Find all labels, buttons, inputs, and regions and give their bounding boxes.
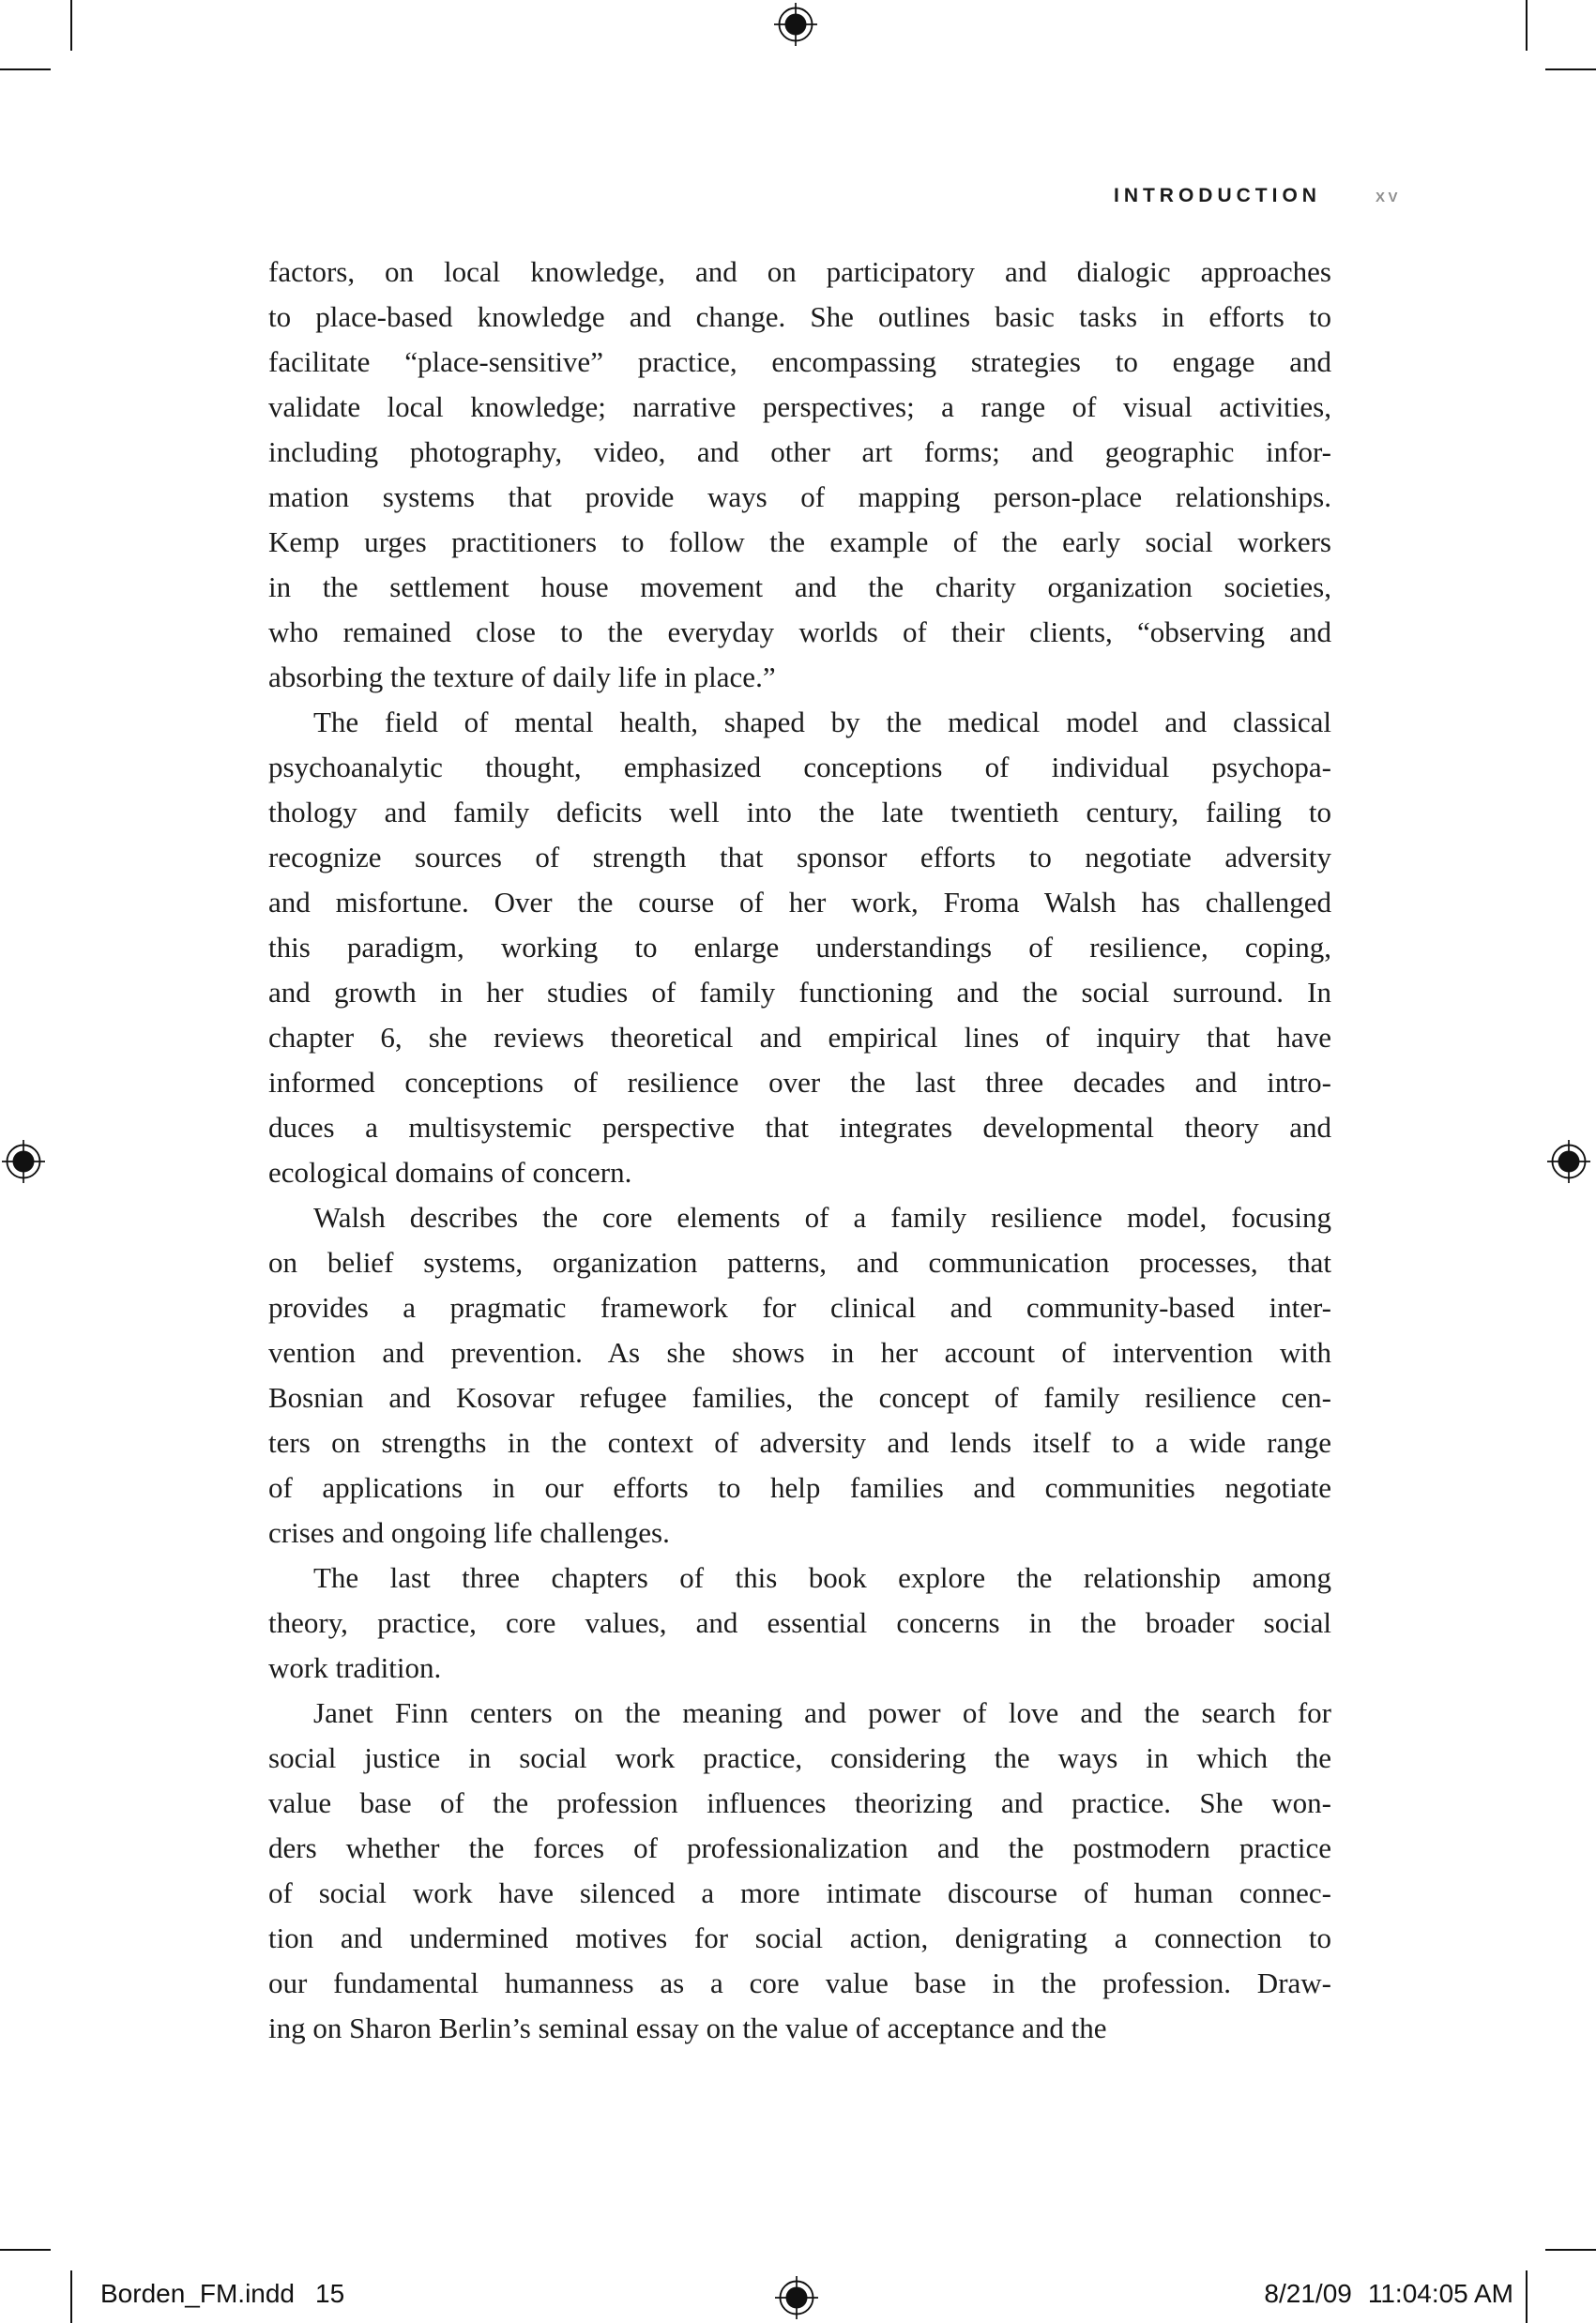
body-line: ders whether the forces of professionalization and the postmodern practice [268,1831,1331,1864]
body-line: chapter 6, she reviews theoretical and empirical lines of inquiry that have [268,1021,1331,1054]
footer-sheet-number: 15 [315,2279,345,2308]
body-line: recognize sources of strength that sponsor efforts to negotiate adversity [268,841,1331,873]
body-line: Walsh describes the core elements of a family resilience model, focusing [313,1201,1331,1234]
body-text [268,250,1331,2051]
body-line: ters on strengths in the context of adversity and lends itself to a wide range [268,1426,1331,1459]
body-line: on belief systems, organization patterns, and communication processes, that [268,1246,1331,1279]
body-line: including photography, video, and other art forms; and geographic infor- [268,435,1331,468]
footer-time: 11:04:05 AM [1367,2279,1513,2308]
crop-mark-top-right-vertical [1526,0,1528,51]
body-line: social justice in social work practice, considering the ways in which the [268,1741,1331,1774]
body-line: of applications in our efforts to help families and communities negotiate [268,1471,1331,1504]
body-line: our fundamental humanness as a core value base in the profession. Draw- [268,1966,1331,1999]
crop-mark-top-left-horizontal [0,68,51,70]
body-line: factors, on local knowledge, and on participatory and dialogic approaches [268,255,1331,288]
running-head [1114,185,1401,207]
page-number: XV [1375,190,1401,205]
body-line: mation systems that provide ways of mapping person-place relationships. [268,480,1331,513]
body-line: facilitate “place-sensitive” practice, encompassing strategies to engage and [268,345,1331,378]
body-line: The last three chapters of this book explore the relationship among [313,1561,1331,1594]
body-line: this paradigm, working to enlarge understandings of resilience, coping, [268,931,1331,964]
footer-slug-left [100,2279,344,2309]
body-line: work tradition. [268,1651,442,1684]
body-line: informed conceptions of resilience over the last three decades and intro- [268,1066,1331,1099]
body-line: who remained close to the everyday worlds of their clients, “observing and [268,615,1331,648]
body-line: tion and undermined motives for social action, denigrating a connection to [268,1921,1331,1954]
body-line: of social work have silenced a more intimate discourse of human connec- [268,1876,1331,1909]
registration-target-icon [1546,1139,1591,1184]
footer-slug-right [1264,2279,1513,2309]
body-line: absorbing the texture of daily life in place.” [268,660,776,693]
body-line: thology and family deficits well into the late twentieth century, failing to [268,796,1331,828]
body-line: Janet Finn centers on the meaning and power of love and the search for [313,1696,1331,1729]
crop-mark-bottom-right-horizontal [1545,2249,1596,2251]
body-line: Bosnian and Kosovar refugee families, the concept of family resilience cen- [268,1381,1331,1414]
body-line: theory, practice, core values, and essential concerns in the broader social [268,1606,1331,1639]
body-line: provides a pragmatic framework for clinical and community-based inter- [268,1291,1331,1324]
registration-target-icon [773,2,818,47]
body-line: Kemp urges practitioners to follow the example of the early social workers [268,525,1331,558]
body-line: validate local knowledge; narrative perspectives; a range of visual activities, [268,390,1331,423]
body-line: ecological domains of concern. [268,1156,632,1189]
body-line: to place-based knowledge and change. She outlines basic tasks in efforts to [268,300,1331,333]
body-line: value base of the profession influences theorizing and practice. She won- [268,1786,1331,1819]
crop-mark-top-right-horizontal [1545,68,1596,70]
body-line: in the settlement house movement and the charity organization societies, [268,570,1331,603]
body-line: vention and prevention. As she shows in her account of intervention with [268,1336,1331,1369]
body-line: duces a multisystemic perspective that integrates developmental theory and [268,1111,1331,1144]
crop-mark-bottom-left-horizontal [0,2249,51,2251]
body-line: The field of mental health, shaped by the medical model and classical [313,706,1331,738]
body-line: crises and ongoing life challenges. [268,1516,670,1549]
footer-slug [0,2279,1596,2311]
body-line: and growth in her studies of family functioning and the social surround. In [268,976,1331,1009]
chapter-title: INTRODUCTION [1113,185,1321,206]
body-line: psychoanalytic thought, emphasized conceptions of individual psychopa- [268,751,1331,783]
crop-mark-top-left-vertical [70,0,72,51]
footer-file-name: Borden_FM.indd [100,2279,296,2308]
body-line: and misfortune. Over the course of her work, Froma Walsh has challenged [268,886,1331,919]
footer-date: 8/21/09 [1264,2279,1352,2308]
registration-target-icon [1,1139,46,1184]
body-line: ing on Sharon Berlin’s seminal essay on the value of acceptance and the [268,2012,1107,2044]
